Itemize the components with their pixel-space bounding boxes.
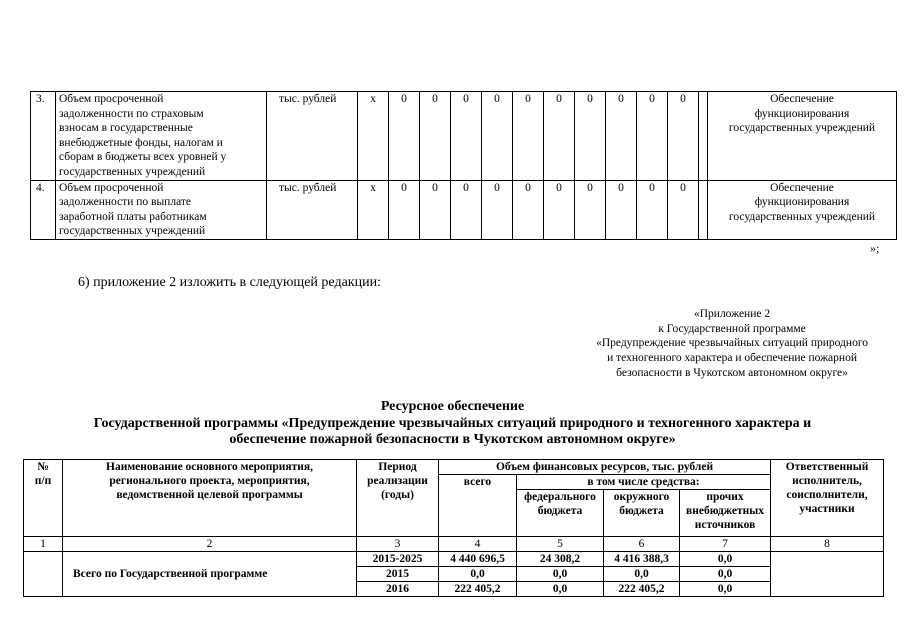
value-cell: 0	[544, 180, 575, 239]
appendix-line: безопасности в Чукотском автономном округе»	[616, 366, 848, 379]
col-number: 3	[357, 537, 439, 552]
value-cell: 0	[389, 180, 420, 239]
value-cell: 0	[575, 92, 606, 181]
base-value-cell: х	[358, 92, 389, 181]
spacer-cell	[699, 180, 708, 239]
period-cell: 2015-2025	[357, 552, 439, 567]
closing-quote: »;	[870, 241, 880, 255]
header-name: Наименование основного мероприятия, регионального проекта, мероприятия, ведомственной целевой программы	[63, 460, 357, 537]
col-number: 8	[771, 537, 884, 552]
responsible-line: государственных учреждений	[728, 122, 876, 135]
appendix-line: к Государственной программе	[658, 322, 806, 335]
other-cell: 0,0	[680, 552, 771, 567]
responsible-cell	[708, 92, 897, 181]
appendix-line: «Приложение 2	[693, 308, 771, 320]
row-number: 4.	[31, 180, 56, 239]
indicator-name-line: государственных учреждений	[59, 165, 206, 178]
col-number: 4	[439, 537, 517, 552]
col-number: 7	[680, 537, 771, 552]
header-total: всего	[439, 475, 517, 537]
table-row	[24, 552, 884, 567]
responsible-line: Обеспечение	[770, 181, 834, 194]
value-cell: 0	[637, 92, 668, 181]
other-cell: 0,0	[680, 582, 771, 597]
indicator-name-line: задолженности по выплате	[59, 196, 192, 209]
responsible-line: государственных учреждений	[728, 210, 876, 223]
header-including: в том числе средства:	[517, 475, 771, 490]
row-num-cell	[24, 552, 63, 597]
value-cell: 0	[606, 92, 637, 181]
header-volume: Объем финансовых ресурсов, тыс. рублей	[439, 460, 771, 475]
value-cell: 0	[451, 92, 482, 181]
title-line: обеспечение пожарной безопасности в Чукотском автономном округе»	[229, 432, 676, 447]
total-cell: 222 405,2	[439, 582, 517, 597]
col-number: 6	[604, 537, 680, 552]
indicator-name-line: Объем просроченной	[59, 181, 164, 194]
table-row	[31, 180, 897, 239]
period-cell: 2015	[357, 567, 439, 582]
indicator-name	[56, 180, 267, 239]
appendix-line: и техногенного характера и обеспечение пожарной	[607, 352, 857, 365]
value-cell: 0	[451, 180, 482, 239]
column-number-row	[24, 537, 884, 552]
value-cell: 0	[482, 92, 513, 181]
other-cell: 0,0	[680, 567, 771, 582]
federal-cell: 0,0	[517, 567, 604, 582]
indicator-name-line: Объем просроченной	[59, 93, 164, 105]
indicators-table	[30, 91, 897, 240]
value-cell: 0	[668, 180, 699, 239]
value-cell: 0	[513, 92, 544, 181]
col-number: 5	[517, 537, 604, 552]
value-cell: 0	[606, 180, 637, 239]
indicator-name	[56, 92, 267, 181]
amendment-text: 6) приложение 2 изложить в следующей редакции:	[78, 275, 381, 290]
header-other: прочих внебюджетных источников	[680, 490, 771, 537]
header-num: № п/п	[24, 460, 63, 537]
value-cell: 0	[513, 180, 544, 239]
responsible-line: Обеспечение	[770, 93, 834, 105]
district-cell: 4 416 388,3	[604, 552, 680, 567]
indicator-name-line: заработной платы работникам	[59, 210, 207, 223]
value-cell: 0	[420, 180, 451, 239]
value-cell: 0	[482, 180, 513, 239]
document-title	[20, 399, 885, 449]
header-district: окружного бюджета	[604, 490, 680, 537]
col-number: 2	[63, 537, 357, 552]
indicator-name-line: сборам в бюджеты всех уровней у	[59, 151, 227, 164]
indicator-name-line: задолженности по страховым	[59, 107, 204, 120]
indicator-name-line: внебюджетные фонды, налогам и	[59, 136, 223, 149]
federal-cell: 24 308,2	[517, 552, 604, 567]
district-cell: 0,0	[604, 567, 680, 582]
value-cell: 0	[389, 92, 420, 181]
federal-cell: 0,0	[517, 582, 604, 597]
value-cell: 0	[575, 180, 606, 239]
unit-cell: тыс. рублей	[267, 92, 358, 181]
resource-table	[23, 459, 884, 597]
value-cell: 0	[420, 92, 451, 181]
header-federal: федерального бюджета	[517, 490, 604, 537]
period-cell: 2016	[357, 582, 439, 597]
value-cell: 0	[637, 180, 668, 239]
col-number: 1	[24, 537, 63, 552]
title-line: Государственной программы «Предупреждение чрезвычайных ситуаций природного и техногенного характера и	[93, 415, 812, 431]
program-total-label: Всего по Государственной программе	[63, 552, 357, 597]
indicator-name-line: государственных учреждений	[59, 225, 206, 238]
base-value-cell: х	[358, 180, 389, 239]
appendix-header	[596, 307, 868, 381]
indicator-name-line: взносам в государственные	[59, 122, 193, 135]
value-cell: 0	[668, 92, 699, 181]
district-cell: 222 405,2	[604, 582, 680, 597]
row-number: 3.	[31, 92, 56, 181]
spacer-cell	[699, 92, 708, 181]
total-cell: 4 440 696,5	[439, 552, 517, 567]
unit-cell: тыс. рублей	[267, 180, 358, 239]
header-responsible: Ответственный исполнитель, соисполнители, участники	[771, 460, 884, 537]
responsible-cell	[708, 180, 897, 239]
title-line: Ресурсное обеспечение	[380, 399, 525, 414]
total-cell: 0,0	[439, 567, 517, 582]
table-row	[31, 92, 897, 181]
appendix-line: «Предупреждение чрезвычайных ситуаций природного	[596, 337, 868, 350]
responsible-line: функционирования	[754, 196, 850, 209]
value-cell: 0	[544, 92, 575, 181]
responsible-cell	[771, 552, 884, 597]
header-period: Период реализации (годы)	[357, 460, 439, 537]
responsible-line: функционирования	[754, 107, 850, 120]
